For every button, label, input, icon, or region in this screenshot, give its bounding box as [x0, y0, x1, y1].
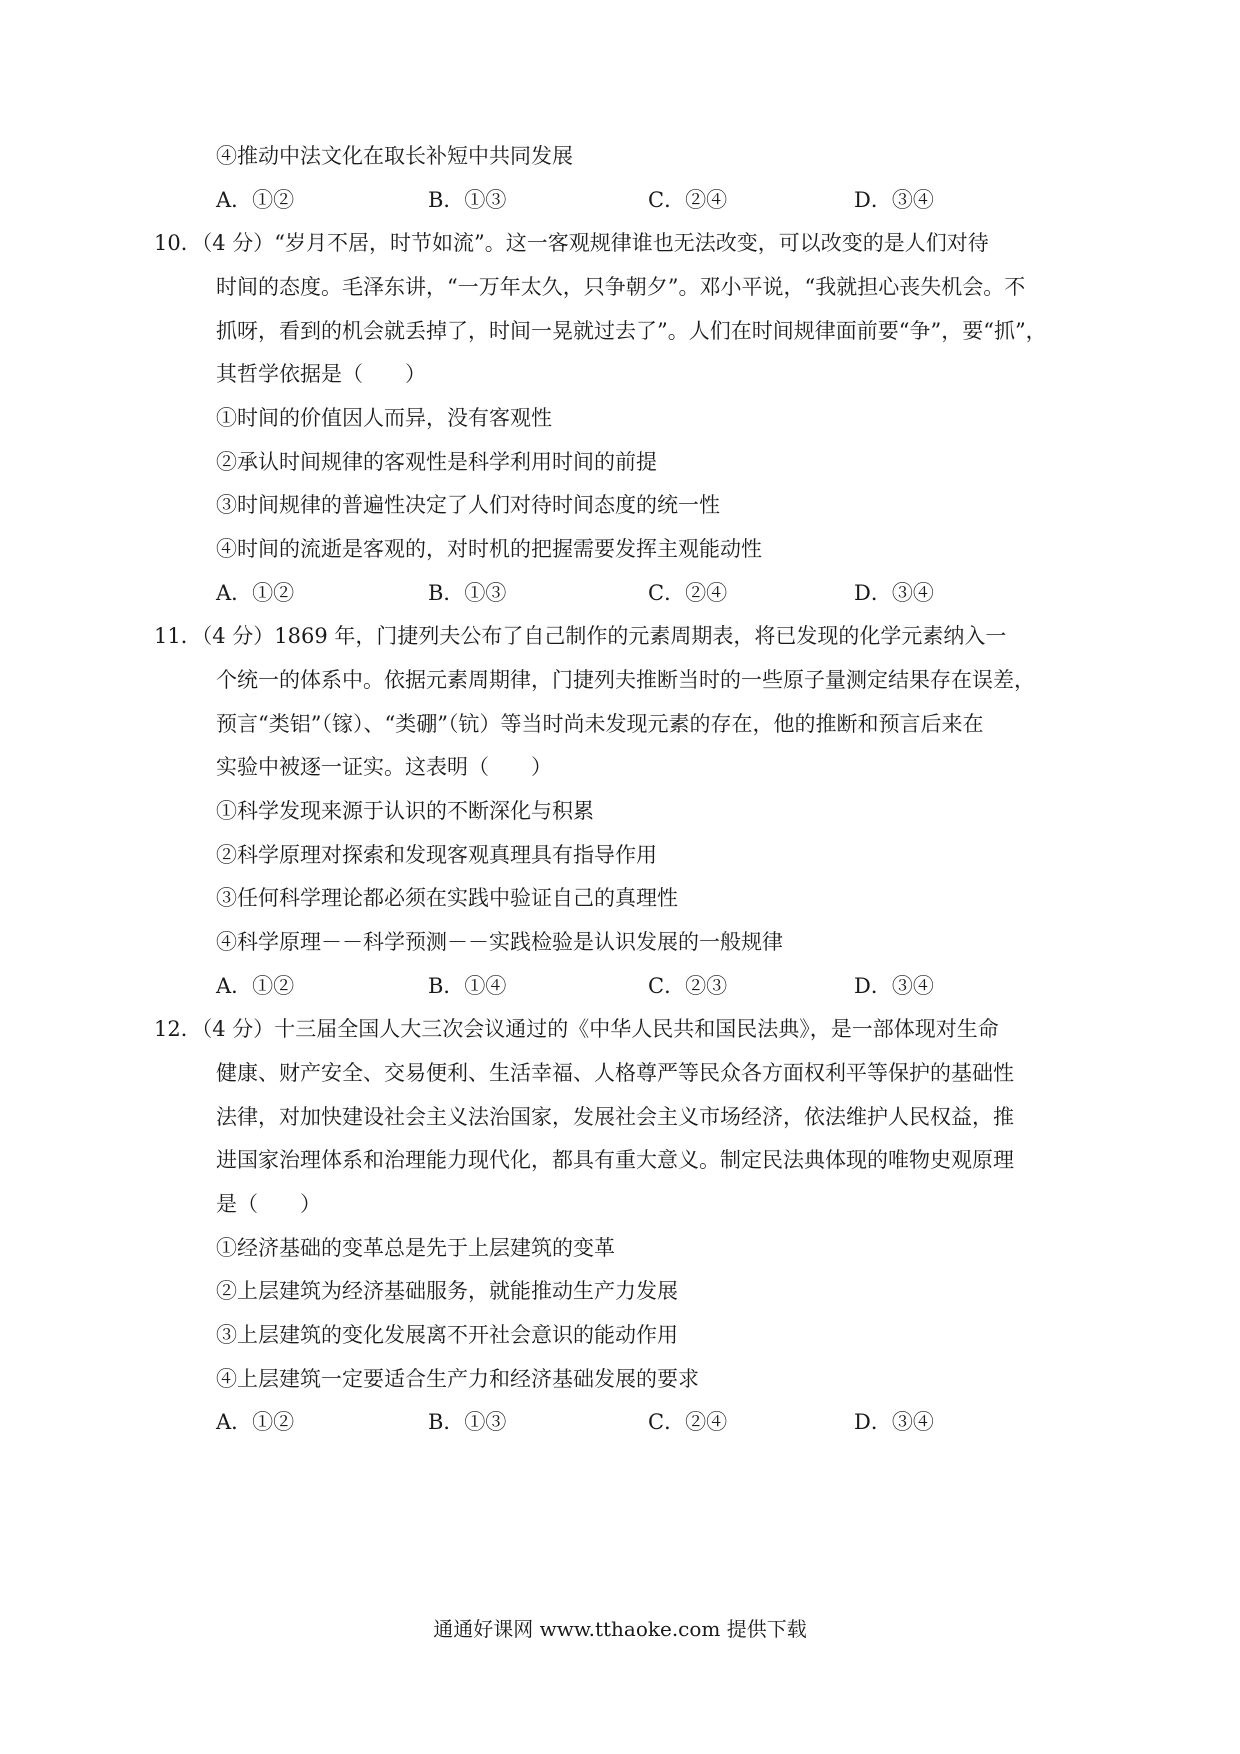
q12-options — [216, 1408, 1016, 1436]
q11-option-c: C．②③ — [648, 974, 728, 998]
q11-item-1: ①科学发现来源于认识的不断深化与积累 — [216, 799, 594, 823]
q11-option-a: A．①② — [216, 974, 295, 998]
q10-option-a: A．①② — [216, 581, 295, 605]
q9-option-d: D．③④ — [854, 188, 934, 212]
q12-option-b: B．①③ — [428, 1410, 507, 1434]
q12-stem-line-1: 12．（4 分）十三届全国人大三次会议通过的《中华人民共和国民法典》，是一部体现对生命 — [154, 1017, 999, 1041]
q10-stem-line-3: 抓呀，看到的机会就丢掉了，时间一晃就过去了”。人们在时间规律面前要“争”，要“抓”， — [216, 319, 1047, 343]
q10-item-1: ①时间的价值因人而异，没有客观性 — [216, 406, 552, 430]
q11-stem-line-4: 实验中被逐一证实。这表明（ ） — [216, 755, 552, 779]
q12-option-a: A．①② — [216, 1410, 295, 1434]
q10-option-b: B．①③ — [428, 581, 507, 605]
q10-option-d: D．③④ — [854, 581, 934, 605]
q11-stem-line-3: 预言“类铝”（镓）、“类硼”（钪）等当时尚未发现元素的存在，他的推断和预言后来在 — [216, 712, 984, 736]
q9-options — [216, 186, 1016, 214]
q12-stem-line-4: 进国家治理体系和治理能力现代化，都具有重大意义。制定民法典体现的唯物史观原理 — [216, 1148, 1014, 1172]
q12-option-c: C．②④ — [648, 1410, 728, 1434]
q11-option-d: D．③④ — [854, 974, 934, 998]
q12-stem-line-3: 法律，对加快建设社会主义法治国家，发展社会主义市场经济，依法维护人民权益，推 — [216, 1105, 1014, 1129]
q12-item-3: ③上层建筑的变化发展离不开社会意识的能动作用 — [216, 1323, 678, 1347]
q12-item-2: ②上层建筑为经济基础服务，就能推动生产力发展 — [216, 1279, 678, 1303]
q11-option-b: B．①④ — [428, 974, 507, 998]
q9-option-a: A．①② — [216, 188, 295, 212]
q10-stem-line-4: 其哲学依据是（ ） — [216, 362, 426, 386]
q11-item-4: ④科学原理－－科学预测－－实践检验是认识发展的一般规律 — [216, 930, 783, 954]
q12-stem-line-5: 是（ ） — [216, 1192, 321, 1216]
q10-stem-line-2: 时间的态度。毛泽东讲，“一万年太久，只争朝夕”。邓小平说，“我就担心丧失机会。不 — [216, 275, 1026, 299]
q10-item-4: ④时间的流逝是客观的，对时机的把握需要发挥主观能动性 — [216, 537, 762, 561]
q11-options — [216, 972, 1016, 1000]
q12-stem-line-2: 健康、财产安全、交易便利、生活幸福、人格尊严等民众各方面权利平等保护的基础性 — [216, 1061, 1014, 1085]
q11-stem-line-2: 个统一的体系中。依据元素周期律，门捷列夫推断当时的一些原子量测定结果存在误差， — [216, 668, 1035, 692]
q10-option-c: C．②④ — [648, 581, 728, 605]
q11-item-3: ③任何科学理论都必须在实践中验证自己的真理性 — [216, 886, 678, 910]
q12-item-1: ①经济基础的变革总是先于上层建筑的变革 — [216, 1236, 615, 1260]
q11-stem-line-1: 11．（4 分）1869 年，门捷列夫公布了自己制作的元素周期表，将已发现的化学元素纳入一 — [154, 624, 1007, 648]
q10-item-3: ③时间规律的普遍性决定了人们对待时间态度的统一性 — [216, 493, 720, 517]
q11-item-2: ②科学原理对探索和发现客观真理具有指导作用 — [216, 843, 657, 867]
q9-option-b: B．①③ — [428, 188, 507, 212]
q9-option-c: C．②④ — [648, 188, 728, 212]
q10-stem-line-1: 10．（4 分）“岁月不居，时节如流”。这一客观规律谁也无法改变，可以改变的是人们对待 — [154, 231, 989, 255]
q10-options — [216, 579, 1016, 607]
page-footer: 通通好课网 www.tthaoke.com 提供下载 — [433, 1617, 807, 1641]
q12-option-d: D．③④ — [854, 1410, 934, 1434]
q10-item-2: ②承认时间规律的客观性是科学利用时间的前提 — [216, 450, 657, 474]
q12-item-4: ④上层建筑一定要适合生产力和经济基础发展的要求 — [216, 1367, 699, 1391]
q9-item-4: ④推动中法文化在取长补短中共同发展 — [216, 144, 573, 168]
